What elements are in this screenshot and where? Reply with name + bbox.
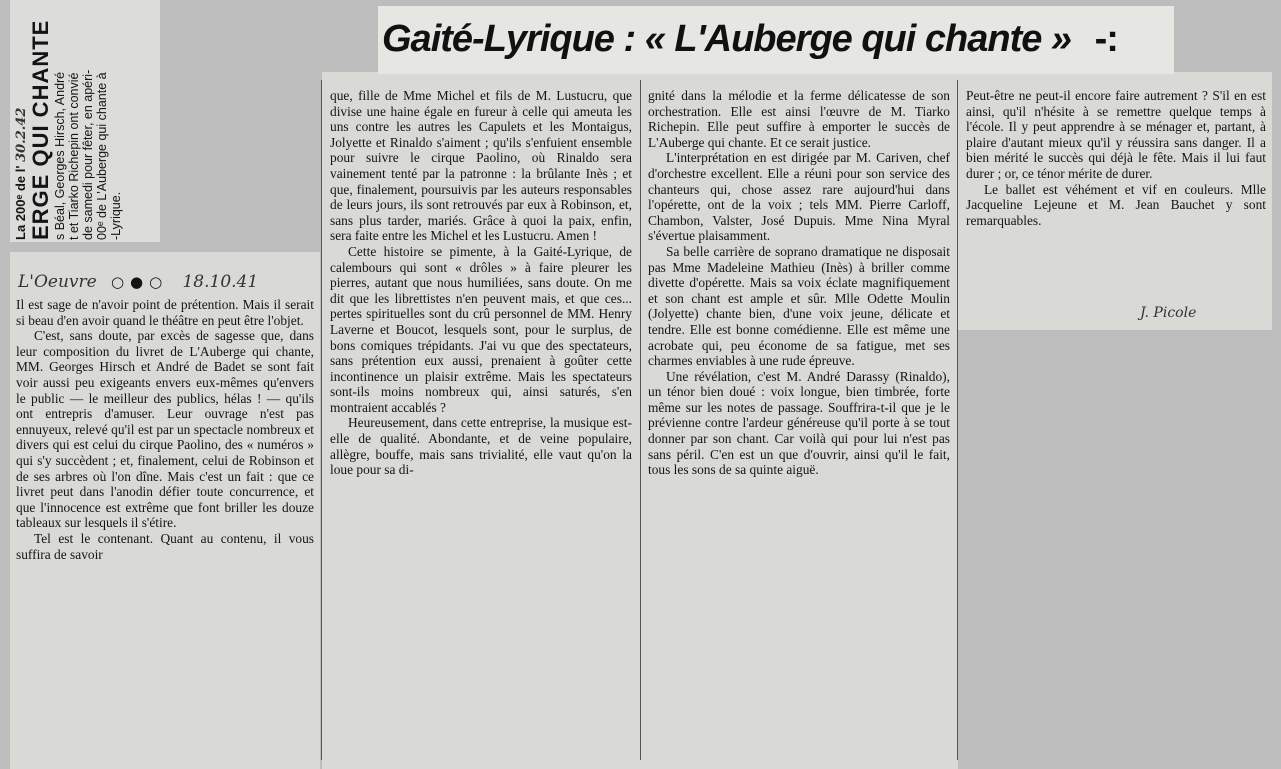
column-3-paragraph-2: L'interprétation en est dirigée par M. Cariven, chef d'orchestre excellent. Elle a réuni pour son service des chanteurs qui, chose assez rare aujourd'hui dans l'opérette, ont de la voix ; tels MM. Pierre Carloff, Chambon, Valster, José Dupuis. Mme Nina Myral s'évertue plaisamment.	[648, 150, 950, 244]
clipping-dots: ○●○	[110, 273, 169, 291]
article-column-1	[16, 297, 314, 767]
sidebar-handwritten-date: 30.2.42	[14, 107, 29, 162]
column-2-paragraph-3: Heureusement, dans cette entreprise, la musique est-elle de qualité. Abondante, et de veine populaire, allègre, bouffe, mais sans trivialité, elle vaut qu'on la loue pour sa di-	[330, 415, 632, 478]
column-1-paragraph-2: C'est, sans doute, par excès de sagesse que, dans leur composition du livret de L'Auberge qui chante, MM. Georges Hirsch et André de Badet se sont fait voir aussi peu exigeants envers eux-mêmes qu'envers le public — le meilleur des publics, hélas ! — qu'ils ont entrepris d'amuser. Leur ouvrage n'est pas ennuyeux, relevé qu'il est par un spectacle nombreux et divers qui est celui du cirque Paolino, des « numéros » qui s'y succèdent ; et, finalement, celui de Robinson et de ses arbres où l'on dîne. Mais c'est un fait : que ce livret peut dans l'anodin défier toute concurrence, et que l'innocence est extrême que font briller les douze tableaux sur lesquels il s'étire.	[16, 328, 314, 531]
article-column-3	[648, 88, 950, 768]
sidebar-line7: -Lyrique.	[109, 191, 123, 240]
column-1-paragraph-3: Tel est le contenant. Quant au contenu, il vous suffira de savoir	[16, 530, 314, 562]
column-4-paragraph-1: Peut-être ne peut-il encore faire autrement ? S'il en est ainsi, qu'il n'hésite à se remettre quelque temps à l'école. Il y peut apprendre à se ménager et, partant, à plaire d'autant mieux qu'il y réussira sans danger. Il a bien mérité le succès qui déjà le fête. Mais il lui faut durer ; or, ce ténor mérite de durer.	[966, 88, 1266, 181]
clipping-source-header	[18, 272, 308, 294]
sidebar-line5: de samedi pour fêter, en apéri-	[81, 69, 95, 240]
column-3-paragraph-4: Une révélation, c'est M. André Darassy (Rinaldo), un ténor bien doué : voix longue, bien timbrée, forte même sur les notes de passage. Souffrira-t-il que je le prévienne contre l'ardeur généreuse qu'il porte à se tout donner par son chant. Car voilà qui pour lui n'est pas sans péril. C'en est un que d'ouvrir, ainsi qu'il le fait, tous les sons de sa quinte aiguë.	[648, 368, 950, 478]
author-signature: J. Picole	[1140, 305, 1197, 321]
sidebar-line6: 00ᵉ de L'Auberge qui chante à	[95, 72, 109, 240]
column-rule-1	[321, 80, 322, 760]
column-2-paragraph-1: que, fille de Mme Michel et fils de M. Lustucru, que divise une haine égale en fureur à celle qui ameuta les uns contre les autres les Capulets et les Montaigus, Jolyette et Rinaldo s'aiment ; qu'ils s'enfuient ensemble pour suivre le cirque Paolino, où Rinaldo sera vainement tenté par la patronne : la brûlante Inès ; et que, finalement, poursuivis par les auteurs responsables de leurs jours, ils sont retrouvés par eux à Robinson, et, sans plus tarder, mariés. Grâce à quoi la paix, enfin, sera faite entre les Michel et les Lustucru. Amen !	[330, 88, 632, 244]
sidebar-line1: La 200ᵉ de l' 30.2.42	[13, 107, 29, 240]
sidebar-headline: ERGE QUI CHANTE	[28, 19, 53, 240]
column-2-paragraph-2: Cette histoire se pimente, à la Gaité-Lyrique, de calembours qui sont « drôles » à faire pleurer les pierres, autant que nous humiliées, sans doute. On me dit que les librettistes n'en peuvent mais, et que ces... pertes spirituelles sont du crû personnel de MM. Henry Laverne et Boucot, lesquels sont, pour le surplus, de bons comiques trépidants. J'ai vu que des spectateurs, sans prétention eux aussi, prenaient à goûter cette incontinence un plaisir extrême. Mais les spectateurs sont-ils moins nombreux qui, ainsi saturés, s'en montraient accablés ?	[330, 243, 632, 415]
sidebar-line4: t et Tiarko Richepin ont convié	[67, 72, 81, 240]
sidebar-rotated-text	[14, 0, 154, 240]
article-column-2	[330, 88, 632, 768]
column-rule-3	[957, 80, 958, 760]
column-rule-2	[640, 80, 641, 760]
article-column-4	[966, 88, 1266, 324]
clipping-source: L'Oeuvre	[18, 272, 97, 292]
clipping-date: 18.10.41	[182, 272, 259, 292]
title-mark: -:	[1094, 18, 1118, 60]
column-4-paragraph-2: Le ballet est véhément et vif en couleurs. Mlle Jacqueline Lejeune et M. Jean Bauchet y sont remarquables.	[966, 181, 1266, 228]
sidebar-line3: s Béal, Georges Hirsch, André	[53, 71, 67, 240]
column-3-paragraph-1: gnité dans la mélodie et la ferme délicatesse de son orchestration. Elle est ainsi l'œuvre de M. Tiarko Richepin. Elle peut suffire à emporter le succès de L'Auberge qui chante. Et ce serait justice.	[648, 88, 950, 150]
column-3-paragraph-3: Sa belle carrière de soprano dramatique ne disposait pas Mme Madeleine Mathieu (Inès) à briller comme divette d'opérette. Mais sa voix éclate magnifiquement et son chant est ample et sûr. Mlle Odette Moulin (Jolyette) chante bien, d'une voix jeune, délicate et tendre. Elle est bonne comédienne. Elle est même une acrobate qui, peu économe de sa fatigue, met ses charmes enviables à une rude épreuve.	[648, 243, 950, 369]
column-1-paragraph-1: Il est sage de n'avoir point de prétention. Mais il serait si beau d'en avoir quand le théâtre en peut être l'objet.	[16, 297, 314, 328]
article-title: Gaité-Lyrique : « L'Auberge qui chante » -:	[382, 18, 1118, 60]
